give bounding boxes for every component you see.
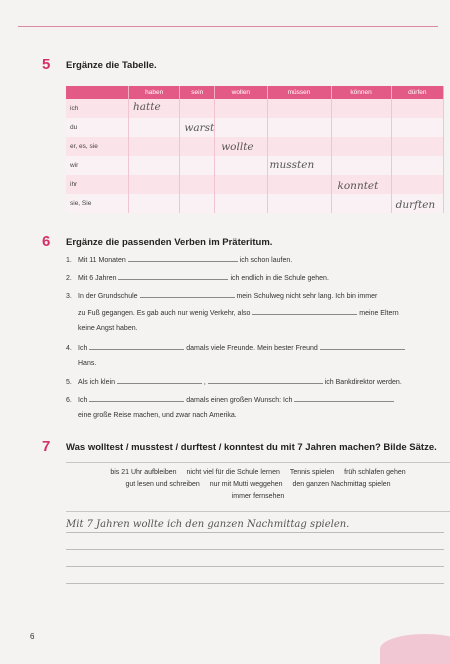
writing-line[interactable] — [66, 566, 444, 567]
exercise-7-number: 7 — [42, 438, 51, 455]
exercise-6-item-4: 4. Ich damals viele Freunde. Mein bester Freund — [66, 343, 405, 352]
pronoun-cell: wir — [66, 156, 129, 175]
handwritten-answer: durften — [395, 199, 436, 211]
word-row — [66, 479, 450, 491]
phrase: gut lesen und schreiben — [125, 481, 200, 488]
gap-field[interactable] — [320, 343, 405, 350]
gap-field[interactable] — [294, 395, 394, 402]
gap-field[interactable] — [89, 395, 184, 402]
handwritten-answer: wollte — [221, 141, 254, 153]
pronoun-cell: sie, Sie — [66, 194, 129, 213]
exercise-6-title: Ergänze die passenden Verben im Präteritum. — [66, 237, 273, 248]
word-box — [66, 462, 450, 512]
answer-cell[interactable] — [215, 137, 267, 156]
conjugation-table — [66, 86, 444, 213]
answer-cell[interactable] — [331, 175, 391, 194]
header-wollen: wollen — [215, 86, 267, 99]
table-row — [66, 156, 444, 175]
exercise-5-title: Ergänze die Tabelle. — [66, 60, 157, 71]
top-rule — [18, 26, 438, 27]
phrase: nur mit Mutti weggehen — [209, 481, 283, 488]
writing-line[interactable] — [66, 549, 444, 550]
gap-field[interactable] — [117, 377, 202, 384]
table-row — [66, 175, 444, 194]
exercise-6-item-6-cont: eine große Reise machen, und zwar nach Amerika. — [78, 412, 237, 419]
phrase: Tennis spielen — [289, 469, 335, 476]
table-row — [66, 99, 444, 118]
exercise-6-item-3: 3. In der Grundschule mein Schulweg nicht sehr lang. Ich bin immer — [66, 293, 378, 300]
answer-cell[interactable] — [267, 156, 331, 175]
handwritten-answer: hatte — [133, 101, 161, 113]
handwritten-answer: warst — [184, 122, 215, 134]
writing-line[interactable] — [66, 583, 444, 584]
handwritten-answer: mussten — [269, 159, 315, 171]
header-blank — [66, 86, 129, 99]
phrase: immer fernsehen — [231, 493, 285, 500]
gap-field[interactable] — [252, 308, 357, 315]
gap-field[interactable] — [118, 273, 228, 280]
exercise-6-item-6: 6. Ich damals einen großen Wunsch: Ich — [66, 395, 394, 404]
exercise-6-item-4-cont: Hans. — [78, 360, 97, 367]
pronoun-cell: er, es, sie — [66, 137, 129, 156]
pronoun-cell: ihr — [66, 175, 129, 194]
answer-cell[interactable] — [391, 194, 443, 213]
exercise-6-item-5: 5. Als ich klein , ich Bankdirektor werden. — [66, 379, 402, 386]
word-row — [66, 467, 450, 479]
table-header-row — [66, 86, 444, 99]
phrase: früh schlafen gehen — [344, 469, 406, 476]
gap-field[interactable] — [208, 377, 323, 384]
answer-cell[interactable] — [180, 118, 215, 137]
writing-line[interactable] — [66, 532, 444, 533]
exercise-6-item-3-cont: zu Fuß gegangen. Es gab auch nur wenig Verkehr, also meine Eltern — [78, 310, 399, 317]
page-number: 6 — [30, 632, 35, 641]
gap-field[interactable] — [140, 291, 235, 298]
handwritten-sentence: Mit 7 Jahren wollte ich den ganzen Nachmittag spielen. — [66, 519, 350, 530]
gap-field[interactable] — [89, 343, 184, 350]
pronoun-cell: du — [66, 118, 129, 137]
header-haben: haben — [129, 86, 180, 99]
corner-decoration — [380, 634, 450, 664]
phrase: nicht viel für die Schule lernen — [186, 469, 280, 476]
header-muessen: müssen — [267, 86, 331, 99]
gap-field[interactable] — [128, 255, 238, 262]
answer-cell[interactable] — [129, 99, 180, 118]
exercise-6-number: 6 — [42, 233, 51, 250]
pronoun-cell: ich — [66, 99, 129, 118]
exercise-5-number: 5 — [42, 56, 51, 73]
phrase: bis 21 Uhr aufbleiben — [110, 469, 177, 476]
exercise-6-item-2: 2. Mit 6 Jahren ich endlich in die Schule gehen. — [66, 275, 329, 282]
table-row — [66, 118, 444, 137]
header-koennen: können — [331, 86, 391, 99]
header-duerfen: dürfen — [391, 86, 443, 99]
word-row — [66, 491, 450, 503]
header-sein: sein — [180, 86, 215, 99]
exercise-6-item-1: 1. Mit 11 Monaten ich schon laufen. — [66, 257, 293, 264]
handwritten-answer: konntet — [337, 180, 379, 192]
phrase: den ganzen Nachmittag spielen — [292, 481, 391, 488]
table-row — [66, 137, 444, 156]
exercise-7-title: Was wolltest / musstest / durftest / konntest du mit 7 Jahren machen? Bilde Sätze. — [66, 442, 437, 453]
table-row — [66, 194, 444, 213]
exercise-6-item-3-end: keine Angst haben. — [78, 325, 138, 332]
